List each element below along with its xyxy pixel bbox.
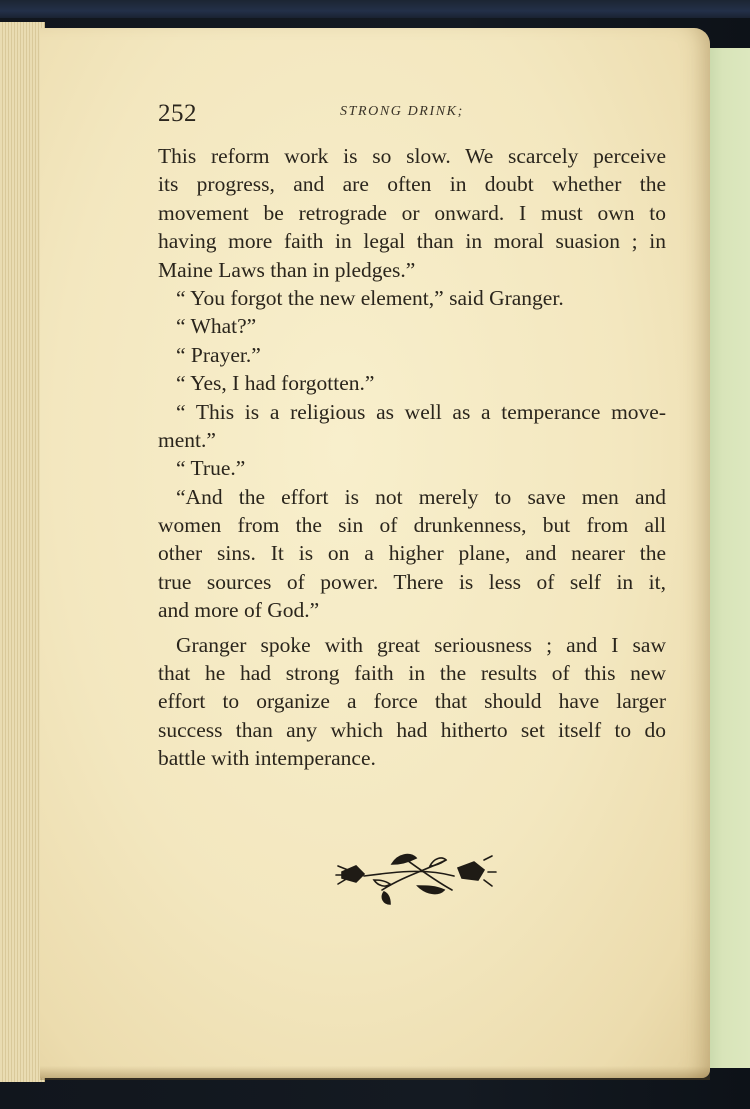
text-line: that he had strong faith in the results of this new xyxy=(158,661,666,686)
page-number: 252 xyxy=(158,100,197,127)
text-line: having more faith in legal than in moral suasion ; in xyxy=(158,229,666,254)
text-line: “ Yes, I had forgotten.” xyxy=(176,371,375,396)
paragraph xyxy=(158,483,666,625)
text-line: “ What?” xyxy=(176,314,257,339)
text-line: This reform work is so slow. We scarcely perceive xyxy=(158,144,666,168)
paragraph xyxy=(158,369,666,397)
paragraph xyxy=(158,312,666,340)
text-line: true sources of power. There is less of self in it, xyxy=(158,569,666,594)
text-line: ment.” xyxy=(158,427,216,452)
text-line: Maine Laws than in pledges.” xyxy=(158,257,416,282)
paragraph xyxy=(158,142,666,284)
running-header xyxy=(158,98,668,132)
text-line: its progress, and are often in doubt whether the xyxy=(158,172,666,197)
text-line: “ True.” xyxy=(176,456,246,481)
text-line: movement be retrograde or onward. I must own to xyxy=(158,200,666,225)
running-title: STRONG DRINK; xyxy=(340,104,464,119)
paragraph xyxy=(158,341,666,369)
text-line: “ This is a religious as well as a temperance move- xyxy=(176,399,666,424)
text-line: “ You forgot the new element,” said Granger. xyxy=(176,285,564,310)
text-line: “ Prayer.” xyxy=(176,342,261,367)
text-line: success than any which had hitherto set itself to do xyxy=(158,717,666,742)
text-line: effort to organize a force that should have larger xyxy=(158,689,666,714)
paragraph xyxy=(158,398,666,455)
paragraph xyxy=(158,631,666,773)
page-bottom-shadow xyxy=(40,1066,710,1080)
text-line: and more of God.” xyxy=(158,598,320,623)
paragraph xyxy=(158,454,666,482)
book-cover-edge xyxy=(0,0,750,18)
body-text xyxy=(158,142,666,773)
paragraph xyxy=(158,284,666,312)
text-line: “And the effort is not merely to save men and xyxy=(176,484,666,509)
text-line: other sins. It is on a higher plane, and nearer the xyxy=(158,541,666,566)
text-line: battle with intemperance. xyxy=(158,746,376,771)
text-line: women from the sin of drunkenness, but from all xyxy=(158,513,666,538)
text-line: Granger spoke with great seriousness ; and I saw xyxy=(176,632,666,657)
page-edges-left xyxy=(0,22,45,1082)
floral-ornament-icon xyxy=(334,846,498,906)
